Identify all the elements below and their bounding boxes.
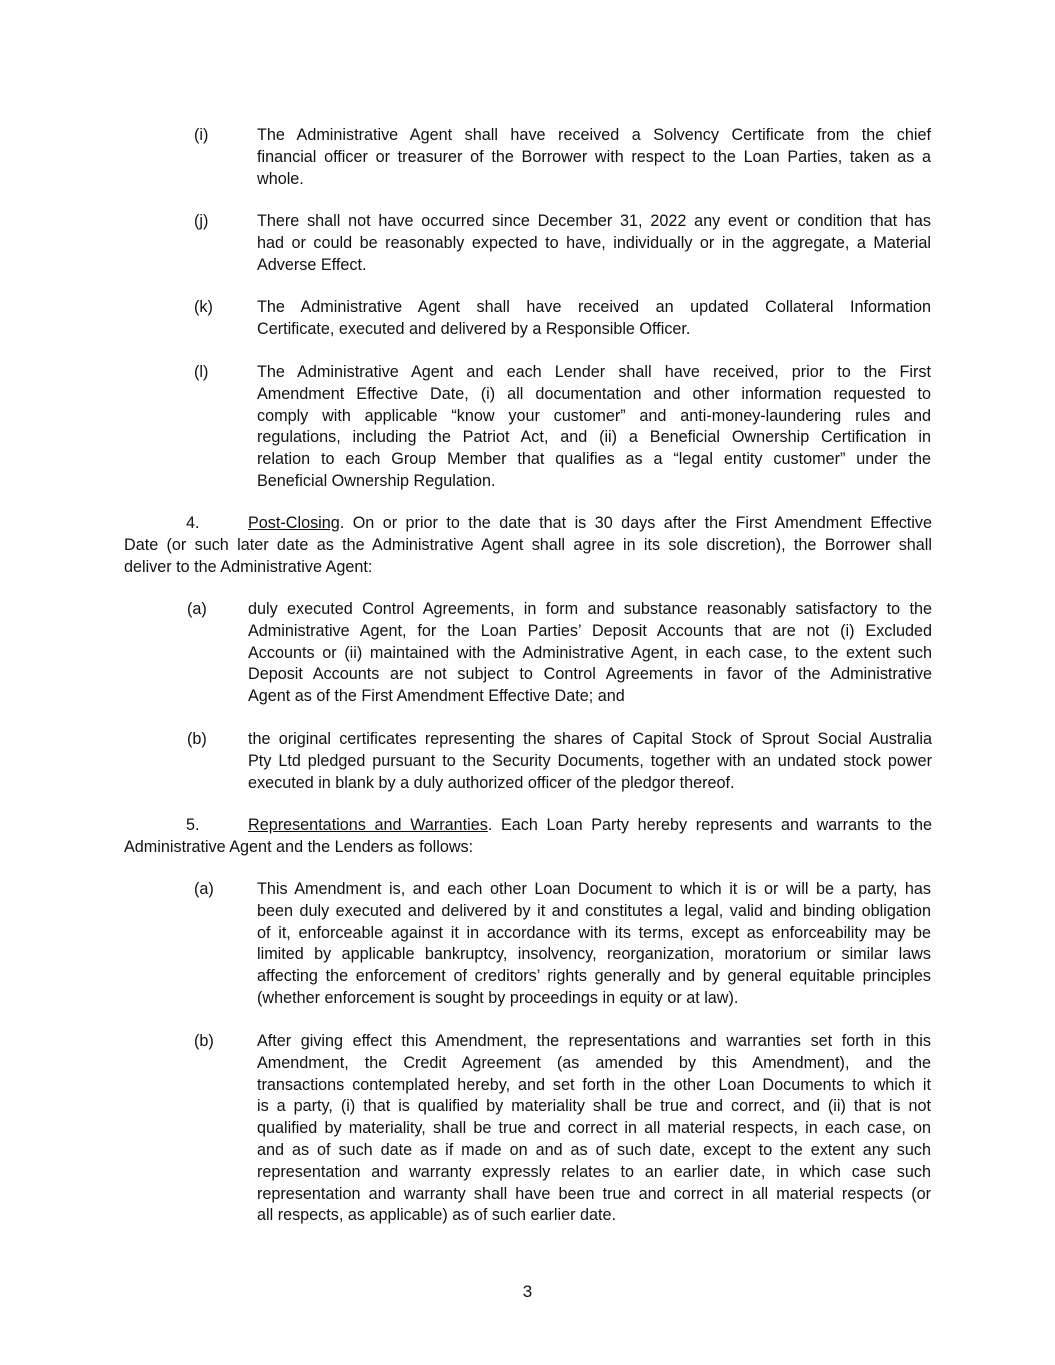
text-fragment: . On or prior to the date that is 30 days after the First Amendment Effective bbox=[339, 514, 932, 532]
text-line: of it, enforceable against it in accordance with its terms, except as enforceability may be bbox=[257, 923, 931, 942]
text-line: There shall not have occurred since December 31, 2022 any event or condition that has bbox=[257, 212, 931, 230]
text-line: had or could be reasonably expected to have, individually or in the aggregate, a Material bbox=[257, 233, 931, 252]
text-line: the original certificates representing the shares of Capital Stock of Sprout Social Australia bbox=[248, 730, 932, 748]
section-5-first-line bbox=[124, 815, 932, 837]
section-5-paragraph bbox=[124, 815, 932, 859]
text-line: all respects, as applicable) as of such earlier date. bbox=[257, 1206, 617, 1225]
clause-text bbox=[257, 297, 931, 341]
clause-text bbox=[248, 729, 932, 794]
text-line: and as of such date as if made on and as of such date, except to the extent any such bbox=[257, 1140, 931, 1159]
clause-text bbox=[257, 362, 931, 493]
text-line: Administrative Agent, for the Loan Parties’ Deposit Accounts that are not (i) Excluded bbox=[248, 621, 932, 640]
clause-label: (i) bbox=[194, 126, 209, 144]
text-line: The Administrative Agent and each Lender shall have received, prior to the First bbox=[257, 363, 931, 381]
text-line: Accounts or (ii) maintained with the Administrative Agent, in each case, to the extent such bbox=[248, 643, 932, 662]
text-fragment: . Each Loan Party hereby represents and warrants to the bbox=[487, 816, 932, 834]
text-line: representation and warranty shall have been true and correct in all material respects (or bbox=[257, 1184, 931, 1203]
text-line: deliver to the Administrative Agent: bbox=[124, 557, 373, 576]
text-line: Amendment Effective Date, (i) all documentation and other information requested to bbox=[257, 384, 931, 403]
clause-text bbox=[257, 1031, 931, 1227]
text-line: Amendment, the Credit Agreement (as amended by this Amendment), and the bbox=[257, 1053, 931, 1072]
section-heading: Post-Closing bbox=[248, 514, 340, 532]
clause-label: (b) bbox=[187, 730, 207, 748]
section-heading: Representations and Warranties bbox=[248, 816, 488, 834]
text-line: Agent as of the First Amendment Effective Date; and bbox=[248, 687, 625, 706]
text-line: (whether enforcement is sought by proceedings in equity or at law). bbox=[257, 988, 739, 1007]
text-line: Beneficial Ownership Regulation. bbox=[257, 471, 496, 490]
clause-label: (l) bbox=[194, 363, 209, 381]
text-line: Deposit Accounts are not subject to Control Agreements in favor of the Administrative bbox=[248, 665, 932, 684]
text-line: The Administrative Agent shall have received a Solvency Certificate from the chief bbox=[257, 126, 931, 144]
text-line: whole. bbox=[257, 169, 304, 188]
clause-text bbox=[257, 125, 931, 190]
text-line: Date (or such later date as the Administrative Agent shall agree in its sole discretion), the Borrower shall bbox=[124, 535, 932, 554]
clause-label: (a) bbox=[194, 880, 214, 898]
text-line: Adverse Effect. bbox=[257, 255, 367, 274]
clause-text bbox=[257, 879, 931, 1010]
text-line: relation to each Group Member that qualifies as a “legal entity customer” under the bbox=[257, 450, 931, 469]
clause-label: (k) bbox=[194, 298, 213, 316]
text-line: duly executed Control Agreements, in form and substance reasonably satisfactory to the bbox=[248, 600, 932, 618]
text-line: Administrative Agent and the Lenders as follows: bbox=[124, 837, 474, 856]
section-number: 5. bbox=[186, 816, 200, 834]
text-line: After giving effect this Amendment, the representations and warranties set forth in this bbox=[257, 1032, 931, 1050]
text-line: is a party, (i) that is qualified by materiality shall be true and correct, and (ii) that is not bbox=[257, 1097, 931, 1116]
clause-text bbox=[248, 599, 932, 708]
text-line: financial officer or treasurer of the Borrower with respect to the Loan Parties, taken as a bbox=[257, 147, 931, 166]
text-line: Certificate, executed and delivered by a Responsible Officer. bbox=[257, 319, 691, 338]
text-line: been duly executed and delivered by it and constitutes a legal, valid and binding obligation bbox=[257, 901, 931, 920]
text-line: executed in blank by a duly authorized officer of the pledgor thereof. bbox=[248, 773, 735, 792]
text-line: limited by applicable bankruptcy, insolvency, reorganization, moratorium or similar laws bbox=[257, 945, 931, 964]
text-line: Pty Ltd pledged pursuant to the Security Documents, together with an undated stock power bbox=[248, 751, 932, 770]
clause-label: (b) bbox=[194, 1032, 214, 1050]
text-line: regulations, including the Patriot Act, and (ii) a Beneficial Ownership Certification in bbox=[257, 428, 931, 447]
text-line: The Administrative Agent shall have received an updated Collateral Information bbox=[257, 298, 931, 316]
text-line: representation and warranty expressly relates to an earlier date, in which case such bbox=[257, 1162, 931, 1181]
page-number: 3 bbox=[522, 1282, 533, 1301]
section-number: 4. bbox=[186, 514, 200, 532]
text-line: This Amendment is, and each other Loan Document to which it is or will be a party, has bbox=[257, 880, 931, 898]
clause-label: (j) bbox=[194, 212, 209, 230]
clause-label: (a) bbox=[187, 600, 207, 618]
text-line: affecting the enforcement of creditors’ rights generally and by general equitable principles bbox=[257, 967, 931, 986]
section-4-first-line bbox=[124, 513, 932, 535]
text-line: transactions contemplated hereby, and set forth in the other Loan Documents to which it bbox=[257, 1075, 931, 1094]
text-line: qualified by materiality, shall be true and correct in all material respects, in each case, on bbox=[257, 1119, 931, 1138]
clause-text bbox=[257, 211, 931, 276]
section-4-paragraph bbox=[124, 513, 932, 578]
text-line: comply with applicable “know your customer” and anti-money-laundering rules and bbox=[257, 406, 931, 425]
